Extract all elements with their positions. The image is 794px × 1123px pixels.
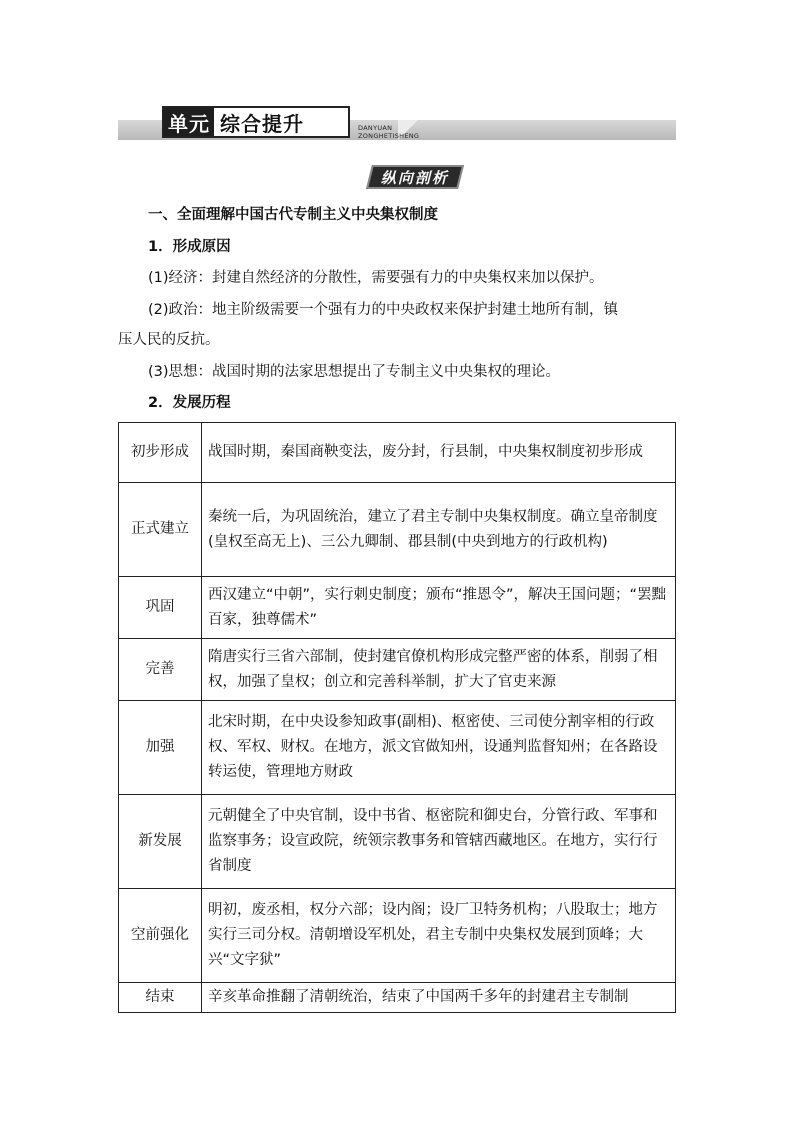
section-badge-label: 纵向剖析	[380, 168, 449, 187]
table-row	[119, 423, 676, 483]
table-row	[119, 795, 676, 889]
stage-cell: 初步形成	[119, 423, 202, 483]
description-cell: 明初，废丞相，权分六部；设内阁；设厂卫特务机构；八股取士；地方实行三司分权。清朝增设军机处，君主专制中央集权发展到顶峰；大兴“文字狱”	[202, 889, 676, 983]
section-badge	[366, 165, 464, 189]
banner-light-label: 综合提升	[220, 111, 304, 136]
stage-cell: 完善	[119, 639, 202, 701]
table-row	[119, 639, 676, 701]
development-table	[118, 422, 676, 1013]
banner-pinyin-line1: DANYUAN	[358, 124, 393, 132]
description-cell: 西汉建立“中朝”，实行刺史制度；颁布“推恩令”，解决王国问题；“罢黜百家，独尊儒术”	[202, 577, 676, 639]
description-cell: 辛亥革命推翻了清朝统治，结束了中国两千多年的封建君主专制制	[202, 983, 676, 1013]
stage-cell: 空前强化	[119, 889, 202, 983]
unit-banner	[118, 106, 676, 144]
table-row	[119, 577, 676, 639]
heading-1: 一、全面理解中国古代专制主义中央集权制度	[148, 207, 438, 223]
table-row	[119, 983, 676, 1013]
description-cell: 元朝健全了中央官制，设中书省、枢密院和御史台，分管行政、军事和监察事务；设宣政院，统领宗教事务和管辖西藏地区。在地方，实行行省制度	[202, 795, 676, 889]
stage-cell: 巩固	[119, 577, 202, 639]
subheading-causes: 1．形成原因	[148, 239, 231, 255]
stage-cell: 加强	[119, 701, 202, 795]
description-cell: 战国时期，秦国商鞅变法，废分封，行县制，中央集权制度初步形成	[202, 423, 676, 483]
table-row	[119, 483, 676, 577]
stage-cell: 结束	[119, 983, 202, 1013]
description-cell: 隋唐实行三省六部制，使封建官僚机构形成完整严密的体系，削弱了相权，加强了皇权；创立和完善科举制，扩大了官吏来源	[202, 639, 676, 701]
banner-pinyin	[358, 124, 419, 140]
banner-dark-label: 单元	[164, 108, 214, 136]
stage-cell: 正式建立	[119, 483, 202, 577]
banner-pinyin-line2: ZONGHETISHENG	[358, 132, 420, 140]
paragraph-politics-line2: 压人民的反抗。	[118, 332, 220, 348]
paragraph-thought: (3)思想：战国时期的法家思想提出了专制主义中央集权的理论。	[148, 364, 561, 380]
paragraph-politics-line1: (2)政治：地主阶级需要一个强有力的中央政权来保护封建土地所有制，镇	[148, 302, 619, 318]
description-cell: 秦统一后，为巩固统治，建立了君主专制中央集权制度。确立皇帝制度(皇权至高无上)、三公九卿制、郡县制(中央到地方的行政机构)	[202, 483, 676, 577]
stage-cell: 新发展	[119, 795, 202, 889]
banner-title-box	[162, 106, 350, 138]
description-cell: 北宋时期，在中央设参知政事(副相)、枢密使、三司使分割宰相的行政权、军权、财权。在地方，派文官做知州，设通判监督知州；在各路设转运使，管理地方财政	[202, 701, 676, 795]
table-row	[119, 701, 676, 795]
subheading-development: 2．发展历程	[148, 395, 231, 411]
paragraph-economy: (1)经济：封建自然经济的分散性，需要强有力的中央集权来加以保护。	[148, 270, 604, 286]
table-row	[119, 889, 676, 983]
